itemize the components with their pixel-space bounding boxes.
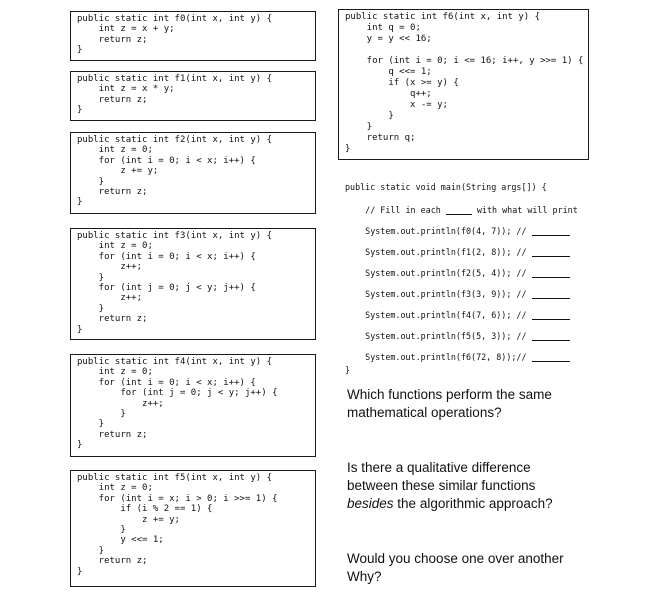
function-box-f0 [70,11,316,61]
answer-blank[interactable] [532,227,570,236]
answer-blank[interactable] [532,353,570,362]
emphasis-besides: besides [347,496,394,511]
fill-suffix: with what will print [471,205,578,215]
answer-blank[interactable] [532,332,570,341]
println-call: System.out.println(f0(4, 7)); // [345,226,570,236]
fill-prefix: // Fill in each [345,205,441,215]
code-f6: public static int f6(int x, int y) { int q = 0; y = y << 16; for (int i = 0; i <= 16; i++, y >>= 1) { q <<= 1; if (x >= y) { q++; x -= y; } } return q; } [345,12,584,154]
code-f2: public static int f2(int x, int y) { int z = 0; for (int i = 0; i < x; i++) { z += y; } return z; } [77,135,273,208]
main-header: public static void main(String args[]) { [345,182,547,192]
question-qualitative-difference: Is there a qualitative difference between these similar functions besides the algorithmic approach? [347,460,553,511]
answer-blank[interactable] [532,269,570,278]
main-fill-instruction [345,205,578,215]
main-closing-brace: } [345,365,351,375]
println-call: System.out.println(f3(3, 9)); // [345,289,570,299]
answer-blank[interactable] [532,311,570,320]
println-call: System.out.println(f4(7, 6)); // [345,310,570,320]
println-call: System.out.println(f5(5, 3)); // [345,331,570,341]
fill-blank-example [446,206,472,215]
code-f4: public static int f4(int x, int y) { int z = 0; for (int i = 0; i < x; i++) { for (int j = 0; j < y; j++) { z++; } } return z; } [77,357,278,451]
function-box-f4 [70,354,316,457]
code-f5: public static int f5(int x, int y) { int z = 0; for (int i = x; i > 0; i >>= 1) { if (i % 2 == 1) { z += y; } y <<= 1; } return z; } [77,473,278,577]
function-box-f5 [70,470,316,587]
println-call: System.out.println(f1(2, 8)); // [345,247,570,257]
println-call: System.out.println(f6(72, 8));// [345,352,570,362]
function-box-f1 [70,71,316,121]
code-f3: public static int f3(int x, int y) { int z = 0; for (int i = 0; i < x; i++) { z++; } for (int j = 0; j < y; j++) { z++; } return z; } [77,231,273,335]
println-call: System.out.println(f2(5, 4)); // [345,268,570,278]
answer-blank[interactable] [532,290,570,299]
code-f0: public static int f0(int x, int y) { int z = x + y; return z; } [77,14,273,56]
answer-blank[interactable] [532,248,570,257]
question-same-operations: Which functions perform the same mathematical operations? [347,387,552,420]
code-f1: public static int f1(int x, int y) { int z = x * y; return z; } [77,74,273,116]
function-box-f6 [338,9,589,160]
function-box-f3 [70,228,316,340]
question-choose-one: Would you choose one over another Why? [347,551,564,584]
function-box-f2 [70,132,316,214]
